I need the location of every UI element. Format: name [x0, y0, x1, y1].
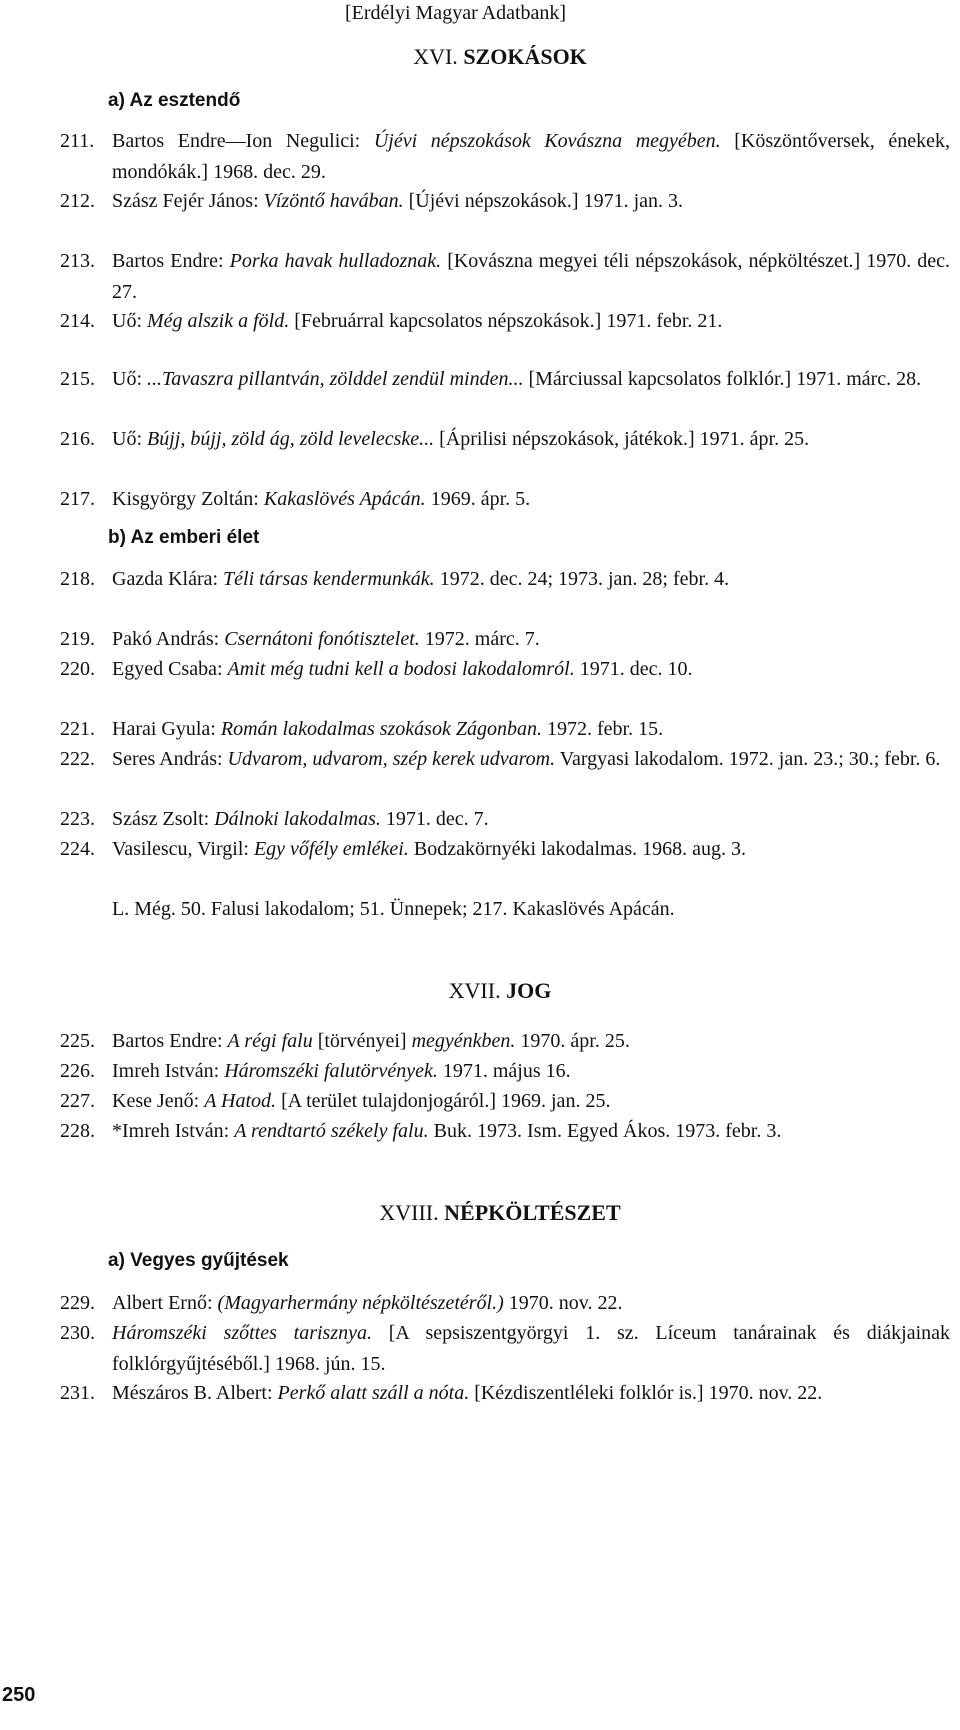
chapter-title: SZOKÁSOK — [463, 44, 587, 69]
entry-number: 230. — [60, 1322, 95, 1344]
chapter-heading-xviii — [0, 1200, 960, 1226]
entry-author: Uő: — [112, 428, 147, 450]
bibliography-entry — [60, 654, 950, 685]
entry-details: [törvényei] — [312, 1030, 412, 1052]
chapter-heading-xvi — [0, 44, 960, 70]
entry-author: Uő: — [112, 368, 147, 390]
bibliography-entry — [60, 834, 950, 865]
entry-author: Bartos Endre—Ion Negulici: — [112, 130, 374, 152]
entry-details: 1971. dec. 10. — [574, 658, 693, 680]
chapter-title: JOG — [506, 978, 552, 1003]
chapter-number: XVII. — [448, 978, 501, 1003]
entry-details: [Köszöntőversek, énekek, mondókák.] 1968. dec. 29. — [112, 130, 950, 183]
entry-details: Bodzakörnyéki lakodalmas. 1968. aug. 3. — [408, 838, 747, 860]
entry-details: 1970. nov. 22. — [503, 1292, 623, 1314]
entry-number: 229. — [60, 1292, 95, 1314]
entry-title: Perkő alatt száll a nóta. — [277, 1382, 470, 1404]
bibliography-entry — [60, 126, 950, 188]
entry-title: Egy vőfély emlékei. — [253, 838, 409, 860]
entry-title: Vízöntő havában. — [263, 190, 404, 212]
entry-number: 231. — [60, 1382, 95, 1404]
entry-title: A Hatod. — [204, 1090, 277, 1112]
entry-number: 213. — [60, 250, 95, 272]
section-heading: a) Az esztendő — [108, 90, 241, 111]
entry-number: 216. — [60, 428, 95, 450]
entry-details: Buk. 1973. Ism. Egyed Ákos. 1973. febr. 3. — [428, 1120, 782, 1142]
entry-details: [Kézdiszentléleki folklór is.] 1970. nov. 22. — [469, 1382, 823, 1404]
entry-number: 223. — [60, 808, 95, 830]
section-heading: b) Az emberi élet — [108, 527, 260, 548]
entry-author: Mészáros B. Albert: — [112, 1382, 278, 1404]
entry-details: 1971. május 16. — [437, 1060, 571, 1082]
entry-title: Amit még tudni kell a bodosi lakodalomról. — [227, 658, 575, 680]
bibliography-entry — [60, 364, 950, 395]
section-heading: a) Vegyes gyűjtések — [108, 1250, 289, 1271]
entry-author: *Imreh István: — [112, 1120, 235, 1142]
bibliography-entry — [60, 1318, 950, 1380]
entry-author: Egyed Csaba: — [112, 658, 228, 680]
chapter-number: XVIII. — [379, 1200, 439, 1225]
entry-number: 218. — [60, 568, 95, 590]
entry-details: 1971. dec. 7. — [380, 808, 489, 830]
entry-number: 225. — [60, 1030, 95, 1052]
entry-author: Bartos Endre: — [112, 250, 230, 272]
entry-details: 1969. ápr. 5. — [425, 488, 531, 510]
entry-title: megyénkben. — [411, 1030, 516, 1052]
entry-title: Téli társas kendermunkák. — [223, 568, 435, 590]
entry-author: Pakó András: — [112, 628, 225, 650]
entry-title: Román lakodalmas szokások Zágonban. — [220, 718, 542, 740]
bibliography-entry — [60, 804, 950, 835]
entry-details: [A sepsiszentgyörgyi 1. sz. Líceum tanárainak és diákjainak folklórgyűjtéséből.] 1968. jún. 15. — [112, 1322, 950, 1375]
entry-number: 224. — [60, 838, 95, 860]
entry-number: 215. — [60, 368, 95, 390]
entry-title: Bújj, bújj, zöld ág, zöld levelecske... — [147, 428, 435, 450]
entry-title: Még alszik a föld. — [147, 310, 290, 332]
archive-header: [Erdélyi Magyar Adatbank] — [345, 2, 567, 24]
bibliography-entry — [60, 564, 950, 595]
cross-reference-note: L. Még. 50. Falusi lakodalom; 51. Ünnepek; 217. Kakaslövés Apácán. — [112, 898, 675, 920]
entry-title: ...Tavaszra pillantván, zölddel zendül minden... — [147, 368, 524, 390]
bibliography-entry — [60, 186, 950, 217]
entry-title: A rendtartó székely falu. — [234, 1120, 429, 1142]
entry-author: Uő: — [112, 310, 147, 332]
entry-number: 227. — [60, 1090, 95, 1112]
entry-number: 228. — [60, 1120, 95, 1142]
entry-details: 1972. dec. 24; 1973. jan. 28; febr. 4. — [434, 568, 730, 590]
entry-author: Gazda Klára: — [112, 568, 224, 590]
entry-author: Albert Ernő: — [112, 1292, 218, 1314]
entry-number: 221. — [60, 718, 95, 740]
bibliography-entry — [60, 424, 950, 455]
entry-author: Harai Gyula: — [112, 718, 221, 740]
entry-number: 212. — [60, 190, 95, 212]
chapter-heading-xvii — [0, 978, 960, 1004]
entry-title: A régi falu — [227, 1030, 313, 1052]
entry-title: Háromszéki szőttes tarisznya. — [112, 1322, 372, 1344]
entry-number: 219. — [60, 628, 95, 650]
entry-author: Seres András: — [112, 748, 228, 770]
entry-title: Dálnoki lakodalmas. — [214, 808, 381, 830]
entry-author: Szász Fejér János: — [112, 190, 264, 212]
entry-number: 220. — [60, 658, 95, 680]
bibliography-entry — [60, 484, 950, 515]
entry-details: Vargyasi lakodalom. 1972. jan. 23.; 30.; febr. 6. — [555, 748, 941, 770]
entry-title: (Magyarhermány népköltészetéről.) — [217, 1292, 504, 1314]
chapter-number: XVI. — [413, 44, 458, 69]
entry-title: Háromszéki falutörvények. — [224, 1060, 438, 1082]
bibliography-entry — [60, 1378, 950, 1409]
entry-details: [Februárral kapcsolatos népszokások.] 1971. febr. 21. — [289, 310, 723, 332]
bibliography-entry — [60, 1056, 950, 1087]
entry-details: [Újévi népszokások.] 1971. jan. 3. — [403, 190, 684, 212]
chapter-title: NÉPKÖLTÉSZET — [444, 1200, 621, 1225]
bibliography-entry — [60, 624, 950, 655]
bibliography-entry — [60, 714, 950, 745]
entry-author: Kese Jenő: — [112, 1090, 205, 1112]
entry-author: Vasilescu, Virgil: — [112, 838, 254, 860]
bibliography-entry — [60, 1288, 950, 1319]
bibliography-entry — [60, 1116, 950, 1147]
entry-details: 1972. márc. 7. — [419, 628, 540, 650]
entry-details: 1972. febr. 15. — [541, 718, 664, 740]
entry-details: [Kovászna megyei téli népszokások, népköltészet.] 1970. dec. 27. — [112, 250, 951, 303]
entry-title: Udvarom, udvarom, szép kerek udvarom. — [227, 748, 556, 770]
bibliography-entry — [60, 1026, 950, 1057]
entry-number: 211. — [60, 130, 95, 152]
entry-author: Imreh István: — [112, 1060, 225, 1082]
entry-title: Porka havak hulladoznak. — [229, 250, 442, 272]
bibliography-entry — [60, 246, 950, 308]
bibliography-entry — [60, 1086, 950, 1117]
entry-author: Kisgyörgy Zoltán: — [112, 488, 264, 510]
page-number: 250 — [2, 1684, 36, 1706]
bibliography-entry — [60, 744, 950, 775]
entry-details: [A terület tulajdonjogáról.] 1969. jan. 25. — [276, 1090, 611, 1112]
entry-number: 217. — [60, 488, 95, 510]
entry-number: 214. — [60, 310, 95, 332]
entry-author: Bartos Endre: — [112, 1030, 228, 1052]
entry-number: 226. — [60, 1060, 95, 1082]
entry-title: Kakaslövés Apácán. — [263, 488, 426, 510]
bibliography-entry — [60, 306, 950, 337]
entry-details: [Áprilisi népszokások, játékok.] 1971. ápr. 25. — [434, 428, 810, 450]
entry-details: 1970. ápr. 25. — [515, 1030, 630, 1052]
entry-title: Újévi népszokások Kovászna megyében. — [373, 130, 721, 152]
entry-number: 222. — [60, 748, 95, 770]
entry-author: Szász Zsolt: — [112, 808, 215, 830]
entry-details: [Márciussal kapcsolatos folklór.] 1971. márc. 28. — [523, 368, 922, 390]
entry-title: Csernátoni fonótisztelet. — [224, 628, 420, 650]
